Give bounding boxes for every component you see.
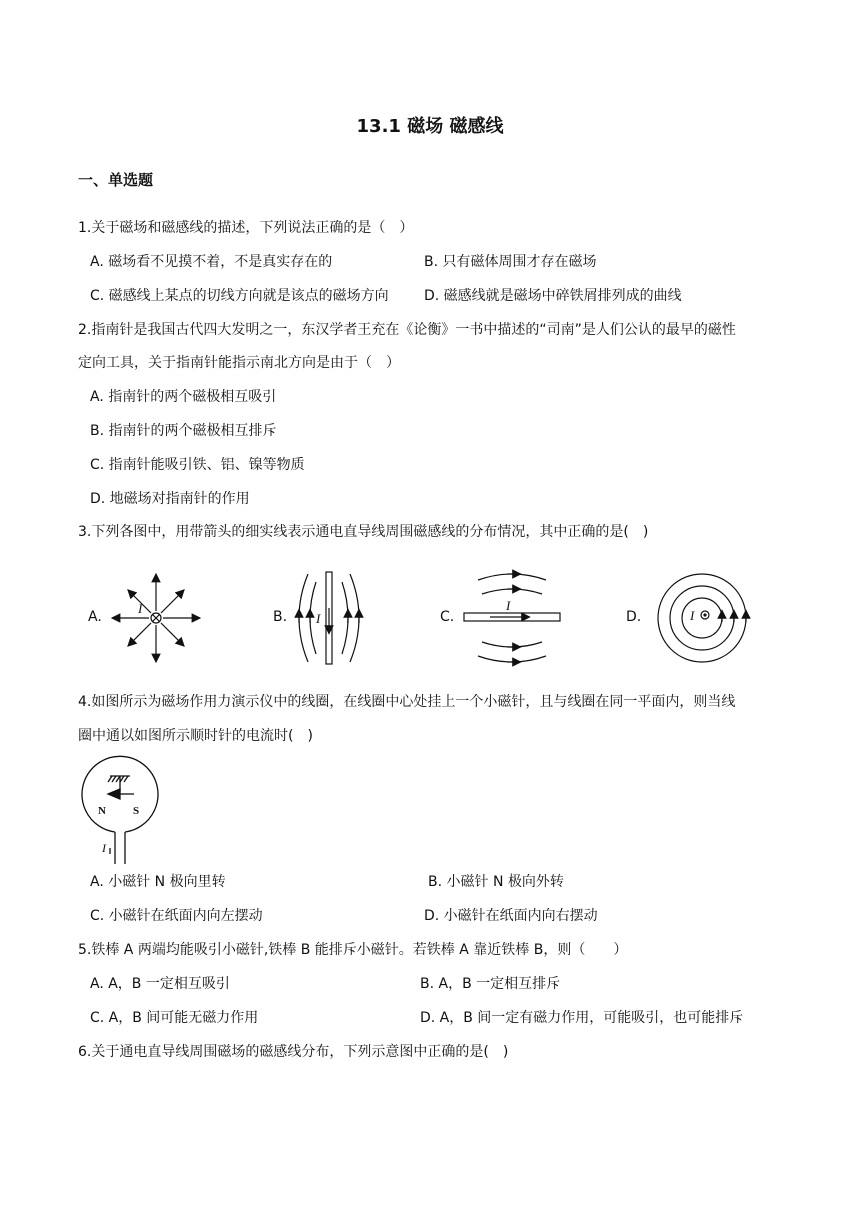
q4-current-label: I (102, 841, 106, 855)
q3-figure-b (290, 568, 370, 668)
question-2-stem-line1: 2.指南针是我国古代四大发明之一，东汉学者王充在《论衡》一书中描述的“司南”是人们公认的最早的磁性 (78, 322, 736, 338)
q2-option-d[interactable]: D. 地磁场对指南针的作用 (90, 491, 250, 507)
page-title: 13.1 磁场 磁感线 (356, 116, 504, 137)
question-2-stem-line2: 定向工具，关于指南针能指示南北方向是由于（ ） (78, 355, 400, 371)
q4-coil-figure (78, 758, 164, 866)
question-3-stem: 3.下列各图中，用带箭头的细实线表示通电直导线周围磁感线的分布情况，其中正确的是( ) (78, 524, 649, 540)
q3-figure-d-label[interactable]: D. (626, 609, 642, 625)
q4-option-d[interactable]: D. 小磁针在纸面内向右摆动 (424, 908, 598, 924)
question-4-stem-line2: 圈中通以如图所示顺时针的电流时( ) (78, 728, 313, 744)
q3-figure-a (100, 568, 212, 668)
q5-option-b[interactable]: B. A，B 一定相互排斥 (420, 976, 561, 992)
q1-option-a[interactable]: A. 磁场看不见摸不着，不是真实存在的 (90, 254, 333, 270)
q3-a-current-label: I (138, 601, 143, 616)
question-5-stem: 5.铁棒 A 两端均能吸引小磁针,铁棒 B 能排斥小磁针。若铁棒 A 靠近铁棒 B，则（ ） (78, 942, 628, 958)
q3-c-current-label: I (506, 598, 511, 613)
q3-b-current-label: I (316, 611, 321, 626)
q3-figure-d (652, 570, 752, 666)
q2-option-c[interactable]: C. 指南针能吸引铁、铝、镍等物质 (90, 457, 305, 473)
q4-option-a[interactable]: A. 小磁针 N 极向里转 (90, 874, 226, 890)
q5-option-a[interactable]: A. A，B 一定相互吸引 (90, 976, 230, 992)
q1-option-d[interactable]: D. 磁感线就是磁场中碎铁屑排列成的曲线 (424, 288, 682, 304)
q2-option-a[interactable]: A. 指南针的两个磁极相互吸引 (90, 389, 277, 405)
section-heading: 一、单选题 (78, 171, 154, 189)
q3-figure-b-label[interactable]: B. (273, 609, 288, 625)
q4-south-label: S (133, 805, 140, 817)
question-6-stem: 6.关于通电直导线周围磁场的磁感线分布，下列示意图中正确的是( ) (78, 1044, 509, 1060)
q2-option-b[interactable]: B. 指南针的两个磁极相互排斥 (90, 423, 277, 439)
question-1-stem: 1.关于磁场和磁感线的描述，下列说法正确的是（ ） (78, 220, 414, 236)
q4-option-b[interactable]: B. 小磁针 N 极向外转 (428, 874, 564, 890)
q5-option-c[interactable]: C. A，B 间可能无磁力作用 (90, 1010, 259, 1026)
q3-figure-a-label[interactable]: A. (88, 609, 102, 625)
q4-north-label: N (98, 805, 106, 817)
q1-option-b[interactable]: B. 只有磁体周围才存在磁场 (424, 254, 597, 270)
q3-d-current-label: I (690, 608, 695, 623)
q3-figure-c-label[interactable]: C. (440, 609, 455, 625)
q1-option-c[interactable]: C. 磁感线上某点的切线方向就是该点的磁场方向 (90, 288, 389, 304)
q4-option-c[interactable]: C. 小磁针在纸面内向左摆动 (90, 908, 263, 924)
question-4-stem-line1: 4.如图所示为磁场作用力演示仪中的线圈，在线圈中心处挂上一个小磁针，且与线圈在同一平面内，则当线 (78, 694, 736, 710)
q5-option-d[interactable]: D. A，B 间一定有磁力作用，可能吸引，也可能排斥 (420, 1010, 744, 1026)
q3-figure-c (460, 568, 564, 668)
